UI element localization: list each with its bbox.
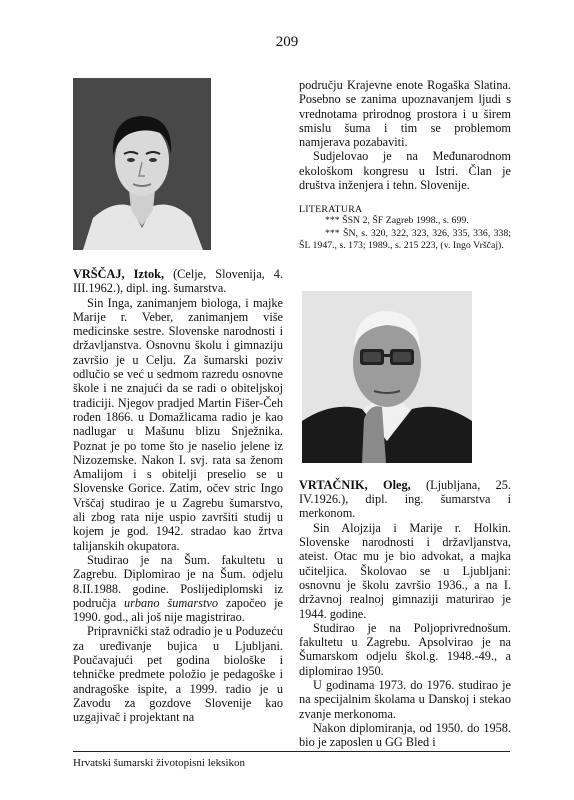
portrait-vrtacnik-icon: [302, 291, 472, 463]
paragraph-studies: Studirao je na Poljoprivrednošum. fakultetu u Zagrebu. Apsolvirao je na Šumarskom odjelu škol.g. 1948.-49., a diplomirao 1950.: [299, 620, 511, 678]
entry-vrscaj-continued: [299, 78, 511, 192]
paragraph-biography: Sin Inga, zanimanjem biologa, i majke Marije r. Veber, zanimanjem više medicinske sestre. Slovenske narodnosti i državljanstva. Osnovnu školu i gimnaziju završio je u Celju. Za šumarski poziv odlučio se već u sedmom razredu osnovne škole i ne znajući da se radi o obiteljskoj tradiciji. Njegov pradjed Martin Fišer-Čeh rođen 1866. u Domažlicama radio je kao nadlugar u Mašunu blizu Snježnika. Poznat je po tome što je naselio jelene iz Nizozemske. Nakon I. svj. rata sa ženom Amalijom i s obitelji preselio se u Slovenske Gorice. Zatim, očev stric Ingo Vrščaj studirao je u Zagrebu šumarstvo, ali zbog rata nije uspio završiti studij u kojem je god. 1942. stradao kao žrtva talijanskih okupatora.: [73, 295, 283, 553]
entry-heading: [73, 267, 283, 296]
literature-list: [299, 215, 511, 253]
entry-dates: (Celje, Slovenija, 4. III.1962.), dipl. ing. šumarstva.: [73, 267, 284, 296]
paragraph-continued: području Krajevne enote Rogaška Slatina. Posebno se zanima upoznavanjem ljudi s vrednotama prirodnog prostora i u širem smislu šuma i tim se problemom namjerava pozabaviti.: [299, 78, 511, 150]
paragraph-biography: Sin Alojzija i Marije r. Holkin. Slovenske narodnosti i državljanstva, ateist. Otac mu je bio advokat, a majka učiteljica. Školovao se u Ljubljani: osnovnu je školu završio 1936., a na I. državnoj realnoj gimnaziji maturirao je 1944. godine.: [299, 520, 511, 621]
emphasis-term: urbano šumarstvo: [123, 595, 218, 610]
footer-title: Hrvatski šumarski životopisni leksikon: [73, 757, 246, 769]
entry-heading: [299, 478, 511, 521]
portrait-photo-vrtacnik: [302, 291, 472, 463]
paragraph-congress: Sudjelovao je na Međunarodnom ekološkom kongresu u Istri. Član je društva inženjera i tehn. Slovenije.: [299, 149, 511, 193]
page-number: 209: [275, 34, 299, 50]
entry-name: VRTAČNIK, Oleg,: [299, 477, 411, 492]
entry-vrtacnik: [299, 478, 511, 750]
paragraph-studies: Studirao je na Šum. fakultetu u Zagrebu. Diplomirao je na Šum. odjelu 8.II.1988. godine. Poslijediplomski iz područja urbano šumarstvo započeo je 1990. god., ali još nije magistrirao.: [73, 552, 283, 625]
paragraph-career: Nakon diplomiranja, od 1950. do 1958. bio je zaposlen u GG Bled i: [299, 720, 511, 750]
paragraph-training: U godinama 1973. do 1976. studirao je na specijalnim školama u Danskoj i stekao zvanje merkonoma.: [299, 678, 511, 721]
entry-name: VRŠČAJ, Iztok,: [73, 267, 165, 281]
literature-item: *** ŠN, s. 320, 322, 323, 326, 335, 336, 338; ŠL 1947., s. 173; 1989., s. 215 223, (v. Ingo Vrščaj).: [299, 227, 511, 252]
footer-divider: [73, 751, 510, 752]
portrait-photo-vrscaj: [73, 78, 211, 250]
literature-item: *** ŠSN 2, ŠF Zagreb 1998., s. 699.: [325, 215, 469, 227]
paragraph-career: Pripravnički staž odradio je u Poduzeću za uređivanje bujica u Ljubljani. Poučavajući pet godina biološke i tehničke predmete položio je pedagoške i andragoške ispite, a 1999. radio je u Zavodu za gozdove Slovenije kao uzgajivač i projektant na: [73, 624, 283, 725]
left-column: [73, 78, 283, 725]
literature-title: LITERATURA: [299, 204, 363, 216]
right-column: [299, 78, 511, 750]
entry-dates: (Ljubljana, 25. IV.1926.), dipl. ing. šumarstva i merkonom.: [299, 477, 511, 521]
portrait-vrscaj-icon: [73, 78, 211, 250]
entry-vrscaj: [73, 267, 283, 725]
